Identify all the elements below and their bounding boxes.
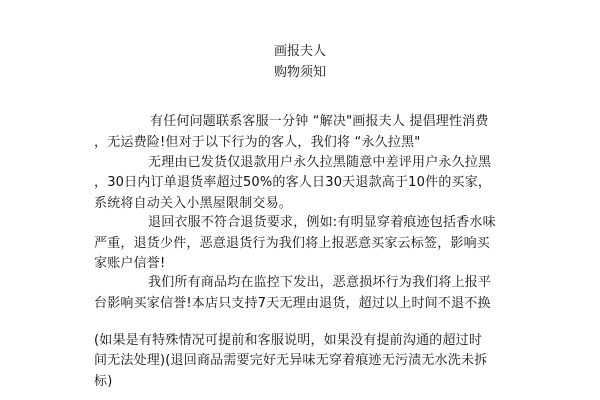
paragraph-2-line-3: 系统将自动关入小黑屋限制交易。 [94, 196, 293, 211]
paragraph-3-line-1: 退回衣服不符合退货要求，例如:有明显穿着痕迹包括香水味 [148, 215, 496, 230]
paragraph-3-line-3: 家账户信誉! [94, 256, 166, 271]
paragraph-5-line-1: (如果是有特殊情况可提前和客服说明，如果没有提前沟通的超过时 [94, 333, 483, 348]
paragraph-1-line-1: 有任何问题联系客服一分钟 “解决"画报夫人 提倡理性消费 [150, 114, 489, 129]
paragraph-2-line-2: ，30日内订单退货率超过50%的客人日30天退款高于10件的买家， [94, 175, 492, 190]
paragraph-4-line-1: 我们所有商品均在监控下发出，恶意损坏行为我们将上报平 [148, 275, 492, 290]
paragraph-2-line-1: 无理由已发货仅退款用户永久拉黑随意中差评用户永久拉黑 [148, 155, 492, 170]
paragraph-4-line-2: 台影响买家信誉!本店只支持7天无理由退货，超过以上时间不退不换 [94, 296, 491, 311]
shop-name: 画报夫人 [273, 44, 326, 59]
page-title: 购物须知 [273, 65, 326, 80]
paragraph-1-line-2: ，无运费险!但对于以下行为的客人，我们将 “永久拉黑" [94, 135, 421, 150]
paragraph-5-line-3: 标) [94, 374, 113, 389]
paragraph-5-line-2: 间无法处理)(退回商品需要完好无异味无穿着痕迹无污渍无水洗未拆 [94, 353, 488, 368]
paragraph-3-line-2: 严重，退货少件，恶意退货行为我们将上报恶意买家云标签，影响买 [94, 236, 491, 251]
